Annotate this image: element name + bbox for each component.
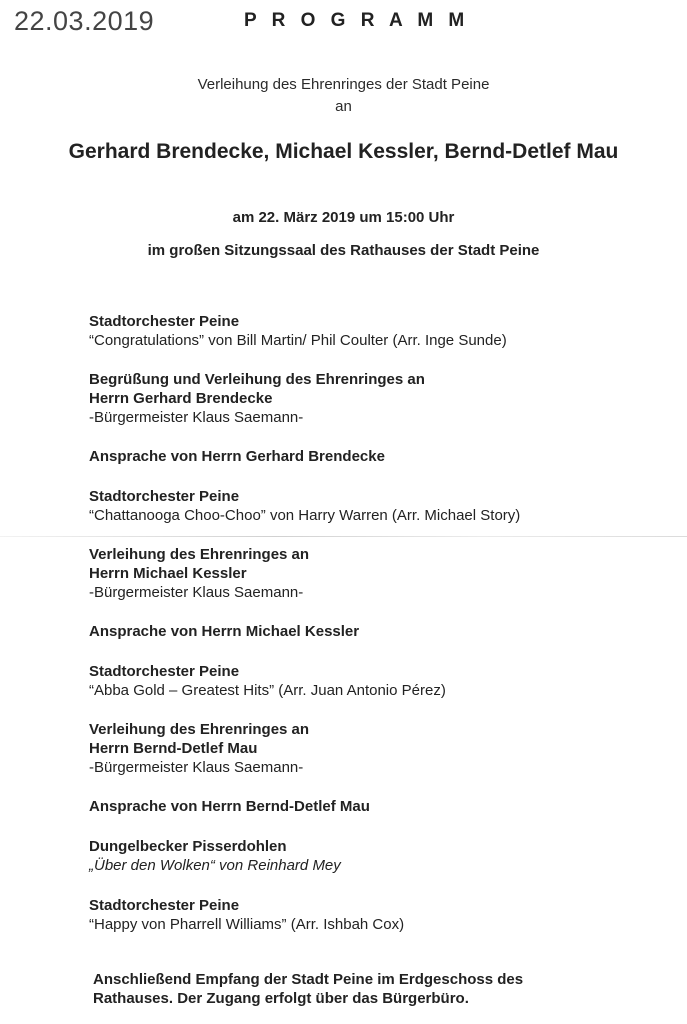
program-item [89,720,649,777]
closing-line-2: Rathauses. Der Zugang erfolgt über das Bürgerbüro. [93,990,469,1007]
program-item-performer: Stadtorchester Peine [89,313,240,330]
program-item-performer: Dungelbecker Pisserdohlen [89,838,287,855]
program-item [89,447,649,466]
program-item [89,662,649,700]
program-item-honoree: Herrn Gerhard Brendecke [89,390,273,407]
program-item [89,622,649,641]
closing-line-1: Anschließend Empfang der Stadt Peine im Erdgeschoss des [93,971,524,988]
program-item-presenter: -Bürgermeister Klaus Saemann- [89,584,304,601]
program-item-piece: “Abba Gold – Greatest Hits” (Arr. Juan Antonio Pérez) [89,682,446,699]
honorees-heading: Gerhard Brendecke, Michael Kessler, Bernd-Detlef Mau [68,140,619,163]
program-item [89,312,649,350]
program-item-performer: Stadtorchester Peine [89,488,240,505]
program-item-performer: Stadtorchester Peine [89,897,240,914]
program-item-title: Ansprache von Herrn Bernd-Detlef Mau [89,798,370,815]
program-item-performer: Stadtorchester Peine [89,663,240,680]
program-item-honoree: Herrn Bernd-Detlef Mau [89,740,258,757]
closing-note [93,970,633,1008]
program-item [89,545,649,602]
intro-line-1: Verleihung des Ehrenringes der Stadt Peine [197,76,490,93]
program-item-presenter: -Bürgermeister Klaus Saemann- [89,759,304,776]
program-item-title: Ansprache von Herrn Gerhard Brendecke [89,448,385,465]
program-item-piece: “Chattanooga Choo-Choo” von Harry Warren (Arr. Michael Story) [89,507,521,524]
intro-line-2: an [335,98,352,115]
program-item-piece: “Congratulations” von Bill Martin/ Phil Coulter (Arr. Inge Sunde) [89,332,507,349]
program-item-title: Verleihung des Ehrenringes an [89,546,310,563]
program-item [89,487,649,525]
program-item [89,797,649,816]
program-item-title: Begrüßung und Verleihung des Ehrenringes an [89,371,425,388]
program-item-piece: “Happy von Pharrell Williams” (Arr. Ishbah Cox) [89,916,405,933]
date-stamp: 22.03.2019 [14,6,155,36]
program-item-piece: „Über den Wolken“ von Reinhard Mey [89,857,341,874]
program-item-title: Ansprache von Herrn Michael Kessler [89,623,360,640]
fold-line [0,536,687,537]
program-item [89,896,649,934]
event-location: im großen Sitzungssaal des Rathauses der Stadt Peine [147,242,540,259]
page-title: P R O G R A M M [244,10,470,31]
program-item-presenter: -Bürgermeister Klaus Saemann- [89,409,304,426]
program-item [89,370,649,427]
program-item [89,837,649,875]
program-item-title: Verleihung des Ehrenringes an [89,721,310,738]
event-date-time: am 22. März 2019 um 15:00 Uhr [232,209,455,226]
program-item-honoree: Herrn Michael Kessler [89,565,247,582]
